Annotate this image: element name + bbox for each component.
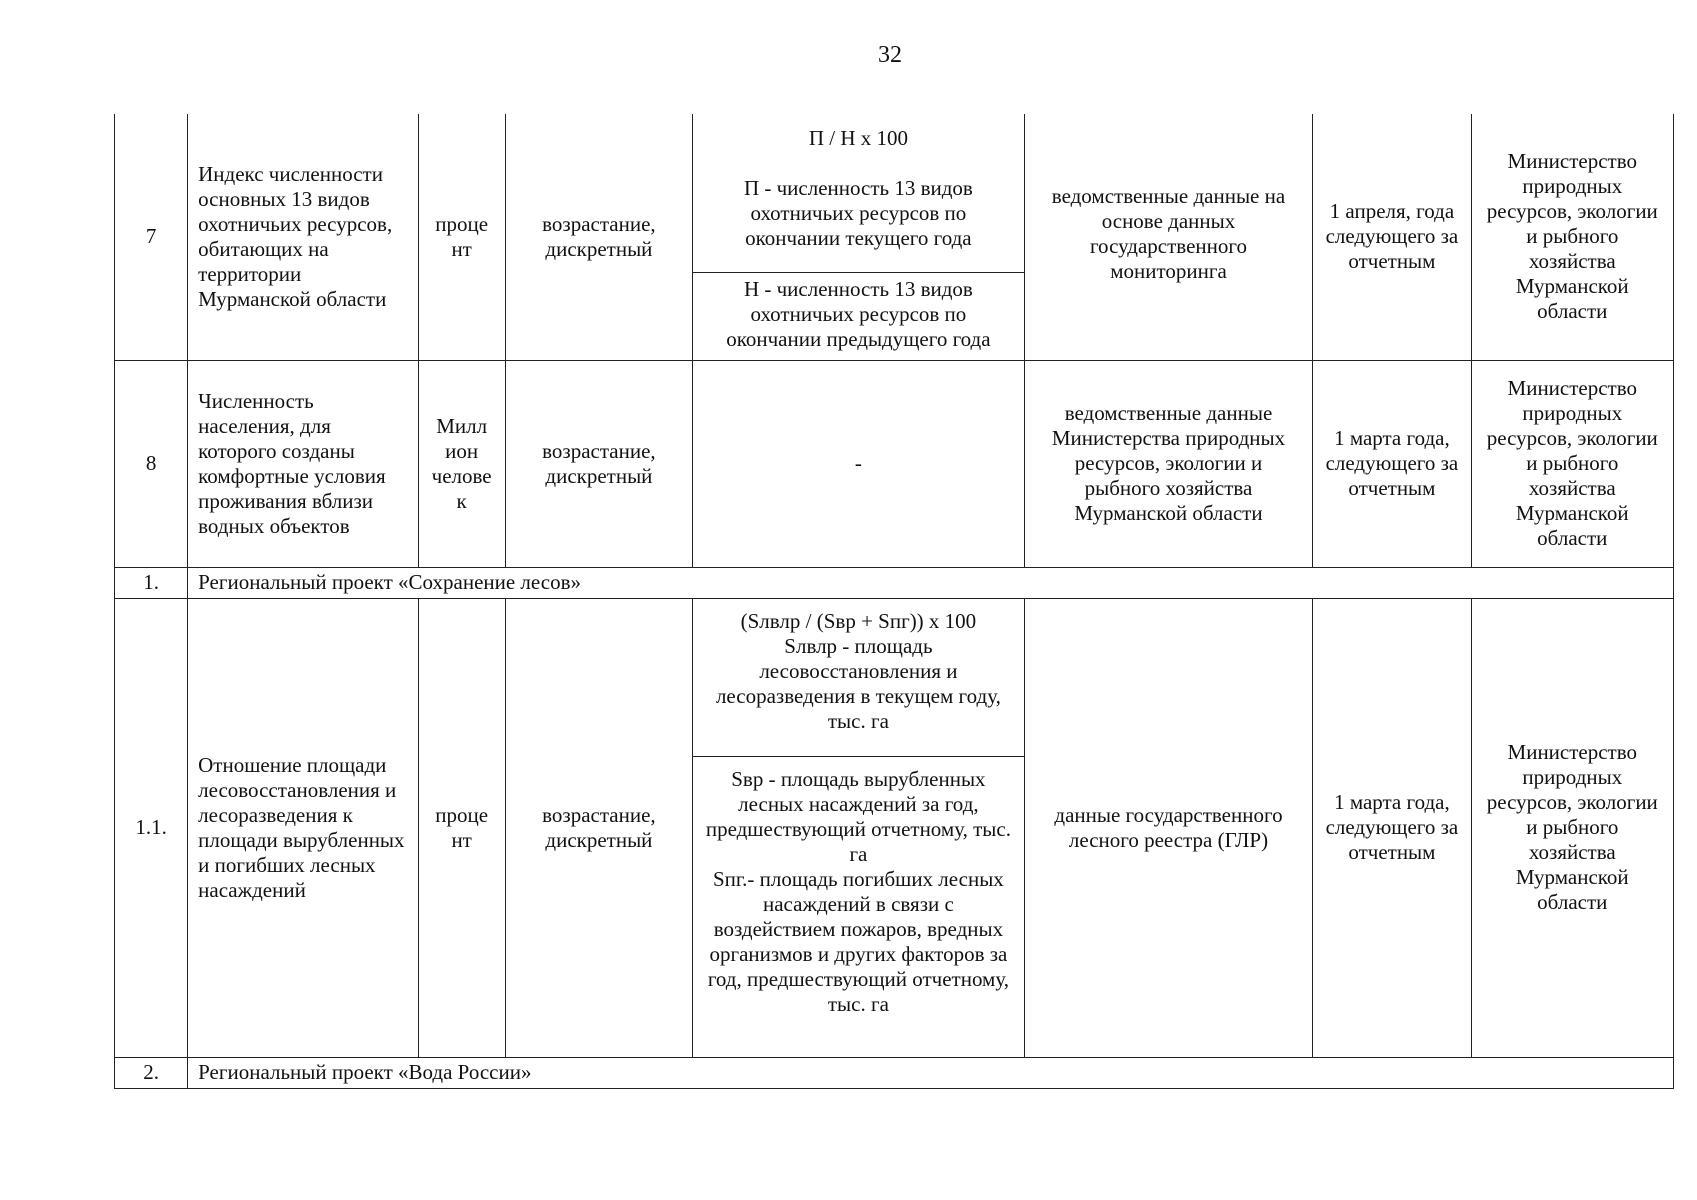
section-title: Региональный проект «Сохранение лесов» [188,567,1674,598]
source-cell: данные государственного лесного реестра (ГЛР) [1024,598,1313,1057]
formula-top: (Sлвлр / (Sвр + Sпг)) х 100 Sлвлр - площадь лесовосстановления и лесоразведения в текущем году, тыс. га [715,608,1001,733]
formula-cell [693,114,1025,360]
section-row-forests [115,567,1674,598]
page-number: 32 [878,42,902,68]
formula-bottom: Н - численность 13 видов охотничьих ресурсов по окончании предыдущего года [693,272,1024,356]
section-number: 1. [115,567,188,598]
formula-cell [693,598,1025,1057]
formula-top: П / Н х 100 П - численность 13 видов охотничьих ресурсов по окончании текущего года [743,126,973,250]
trend-cell: возрастание, дискретный [505,598,692,1057]
source-cell: ведомственные данные Министерства природных ресурсов, экологии и рыбного хозяйства Мурманской области [1024,360,1313,567]
unit-cell: проце нт [418,114,505,360]
table-row-7 [115,114,1674,360]
source-cell: ведомственные данные на основе данных государственного мониторинга [1024,114,1313,360]
responsible-cell: Министерство природных ресурсов, экологии и рыбного хозяйства Мурманской области [1471,598,1673,1057]
formula-cell: - [693,360,1025,567]
table-row-8 [115,360,1674,567]
table-row-1-1 [115,598,1674,1057]
trend-cell: возрастание, дискретный [505,360,692,567]
formula-bottom: Sвр - площадь вырубленных лесных насаждений за год, предшествующий отчетному, тыс. га Sпг.- площадь погибших лесных насаждений в связи с воздействием пожаров, вредных организмов и других факторов за год, предшествующий отчетному, тыс. га [693,756,1024,1021]
indicator-name: Численность населения, для которого созданы комфортные условия проживания вблизи водных объектов [188,360,418,567]
trend-cell: возрастание, дискретный [505,114,692,360]
responsible-cell: Министерство природных ресурсов, экологии и рыбного хозяйства Мурманской области [1471,114,1673,360]
indicators-table [114,114,1674,1089]
section-number: 2. [115,1057,188,1088]
unit-cell: Милл ион челове к [418,360,505,567]
row-number: 1.1. [115,598,188,1057]
row-number: 8 [115,360,188,567]
unit-cell: проце нт [418,598,505,1057]
date-cell: 1 марта года, следующего за отчетным [1313,360,1471,567]
indicator-name: Индекс численности основных 13 видов охотничьих ресурсов, обитающих на территории Мурманской области [188,114,418,360]
responsible-cell: Министерство природных ресурсов, экологии и рыбного хозяйства Мурманской области [1471,360,1673,567]
section-row-water [115,1057,1674,1088]
date-cell: 1 апреля, года следующего за отчетным [1313,114,1471,360]
row-number: 7 [115,114,188,360]
date-cell: 1 марта года, следующего за отчетным [1313,598,1471,1057]
section-title: Региональный проект «Вода России» [188,1057,1674,1088]
indicator-name: Отношение площади лесовосстановления и лесоразведения к площади вырубленных и погибших лесных насаждений [188,598,418,1057]
